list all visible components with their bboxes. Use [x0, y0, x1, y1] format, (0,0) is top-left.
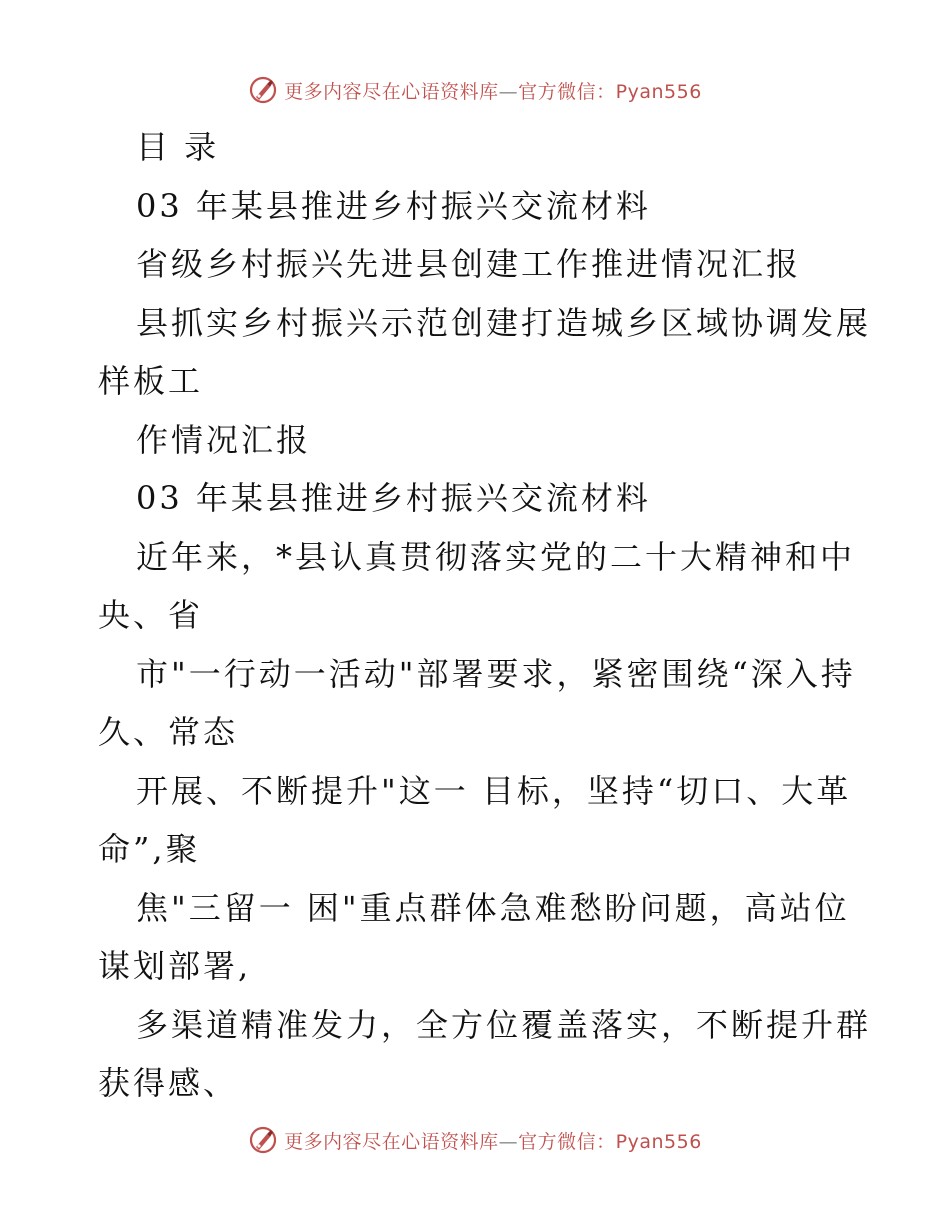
text-line: 命”,聚	[98, 830, 201, 868]
text-line: 焦"三留一 困"重点群体急难愁盼问题，高站位	[136, 888, 850, 927]
text-line: 县抓实乡村振兴示范创建打造城乡区域协调发展	[136, 303, 872, 342]
pen-nib-logo-icon	[248, 1125, 278, 1155]
header-site-text: 更多内容尽在心语资料库	[284, 80, 499, 103]
text-line: 开展、不断提升"这一 目标，坚持“切口、大革	[136, 771, 852, 810]
text-line: 谋划部署,	[98, 947, 252, 985]
text-line: 03 年某县推进乡村振兴交流材料	[136, 186, 651, 225]
text-line: 央、省	[98, 596, 204, 634]
footer-separator: —	[498, 1130, 519, 1153]
text-line: 作情况汇报	[136, 420, 312, 459]
footer-watermark-banner	[0, 1120, 950, 1160]
text-line: 样板工	[98, 362, 204, 400]
header-contact-text: 官方微信：Pyan556	[518, 80, 702, 103]
text-line: 省级乡村振兴先进县创建工作推进情况汇报	[136, 245, 802, 283]
text-line: 久、常态	[98, 713, 239, 751]
header-banner-text	[284, 77, 702, 104]
footer-site-text: 更多内容尽在心语资料库	[284, 1130, 499, 1153]
pen-nib-logo-icon	[248, 75, 278, 105]
text-line: 近年来，*县认真贯彻落实党的二十大精神和中	[136, 537, 856, 576]
text-line: 市"一行动一活动"部署要求，紧密围绕“深入持	[136, 654, 856, 693]
document-body	[98, 118, 872, 1113]
footer-contact-text: 官方微信：Pyan556	[518, 1130, 702, 1153]
footer-banner-text	[284, 1127, 702, 1154]
header-watermark-banner	[0, 70, 950, 110]
text-line: 多渠道精准发力，全方位覆盖落实，不断提升群	[136, 1005, 872, 1044]
text-line: 目 录	[136, 128, 220, 166]
text-line: 03 年某县推进乡村振兴交流材料	[136, 479, 651, 517]
text-line: 获得感、	[98, 1064, 239, 1102]
header-separator: —	[498, 80, 519, 103]
